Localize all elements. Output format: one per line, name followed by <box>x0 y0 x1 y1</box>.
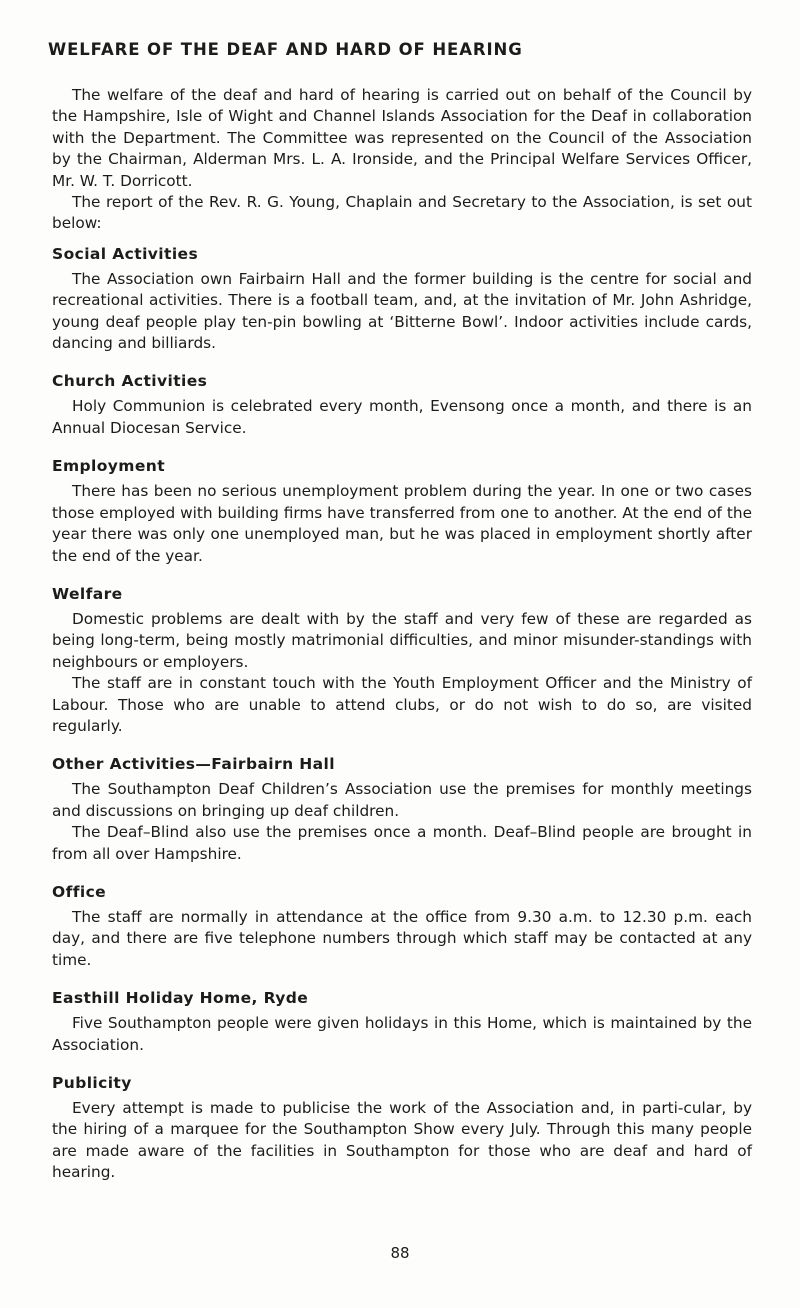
section-easthill-holiday-home <box>52 988 752 1056</box>
section-paragraph: Domestic problems are dealt with by the staff and very few of these are regarded as being long-term, being mostly matrimonial difficulties, and minor misunder-standings with neighbours or employers. <box>52 609 752 671</box>
section-heading: Other Activities—Fairbairn Hall <box>52 755 335 774</box>
section-paragraph: The Association own Fairbairn Hall and the former building is the centre for social and recreational activities. There is a football team, and, at the invitation of Mr. John Ashridge, young deaf people play ten-pin bowling at ‘Bitterne Bowl’. Indoor activities include cards, dancing and billiards. <box>52 269 752 353</box>
document-page <box>48 40 752 1184</box>
section-heading: Social Activities <box>52 244 199 263</box>
section-heading: Employment <box>52 457 166 476</box>
section-office <box>52 882 752 971</box>
section-paragraph: Five Southampton people were given holidays in this Home, which is maintained by the Association. <box>52 1014 752 1054</box>
section-paragraph: The staff are normally in attendance at the office from 9.30 a.m. to 12.30 p.m. each day, and there are five telephone numbers through which staff may be contacted at any time. <box>52 907 752 969</box>
section-heading: Welfare <box>52 584 123 603</box>
section-welfare <box>52 584 752 737</box>
section-paragraph: Holy Communion is celebrated every month, Evensong once a month, and there is an Annual Diocesan Service. <box>52 397 752 437</box>
section-heading: Easthill Holiday Home, Ryde <box>52 989 309 1008</box>
section-heading: Publicity <box>52 1074 132 1092</box>
section-other-activities <box>52 754 752 865</box>
section-paragraph: The Deaf–Blind also use the premises once a month. Deaf–Blind people are brought in from all over Hampshire. <box>52 823 752 863</box>
intro-paragraph: The report of the Rev. R. G. Young, Chaplain and Secretary to the Association, is set out below: <box>52 193 752 233</box>
section-social-activities <box>52 244 752 355</box>
section-heading: Church Activities <box>52 372 208 391</box>
section-paragraph: There has been no serious unemployment problem during the year. In one or two cases those employed with building firms have transferred from one to another. At the end of the year there was only one unemployed man, but he was placed in employment shortly after the end of the year. <box>52 482 752 565</box>
intro-paragraph: The welfare of the deaf and hard of hearing is carried out on behalf of the Council by the Hampshire, Isle of Wight and Channel Islands Association for the Deaf in collaboration with the Department. The Committee was represented on the Council of the Association by the Chairman, Alderman Mrs. L. A. Ironside, and the Principal Welfare Services Officer, Mr. W. T. Dorricott. <box>52 86 752 190</box>
section-employment <box>52 456 752 567</box>
section-paragraph: The staff are in constant touch with the Youth Employment Officer and the Ministry of Labour. Those who are unable to attend clubs, or do not wish to do so, are visited regularly. <box>52 674 752 735</box>
section-paragraph: Every attempt is made to publicise the work of the Association and, in parti-cular, by the hiring of a marquee for the Southampton Show every July. Through this many people are made aware of the facilities in Southampton for those who are deaf and hard of hearing. <box>52 1099 752 1182</box>
page-number: 88 <box>390 1244 410 1262</box>
section-paragraph: The Southampton Deaf Children’s Association use the premises for monthly meetings and discussions on bringing up deaf children. <box>52 780 752 820</box>
page-title: WELFARE OF THE DEAF AND HARD OF HEARING <box>48 40 523 59</box>
section-heading: Office <box>52 882 107 901</box>
section-publicity <box>52 1073 752 1184</box>
section-church-activities <box>52 371 752 439</box>
